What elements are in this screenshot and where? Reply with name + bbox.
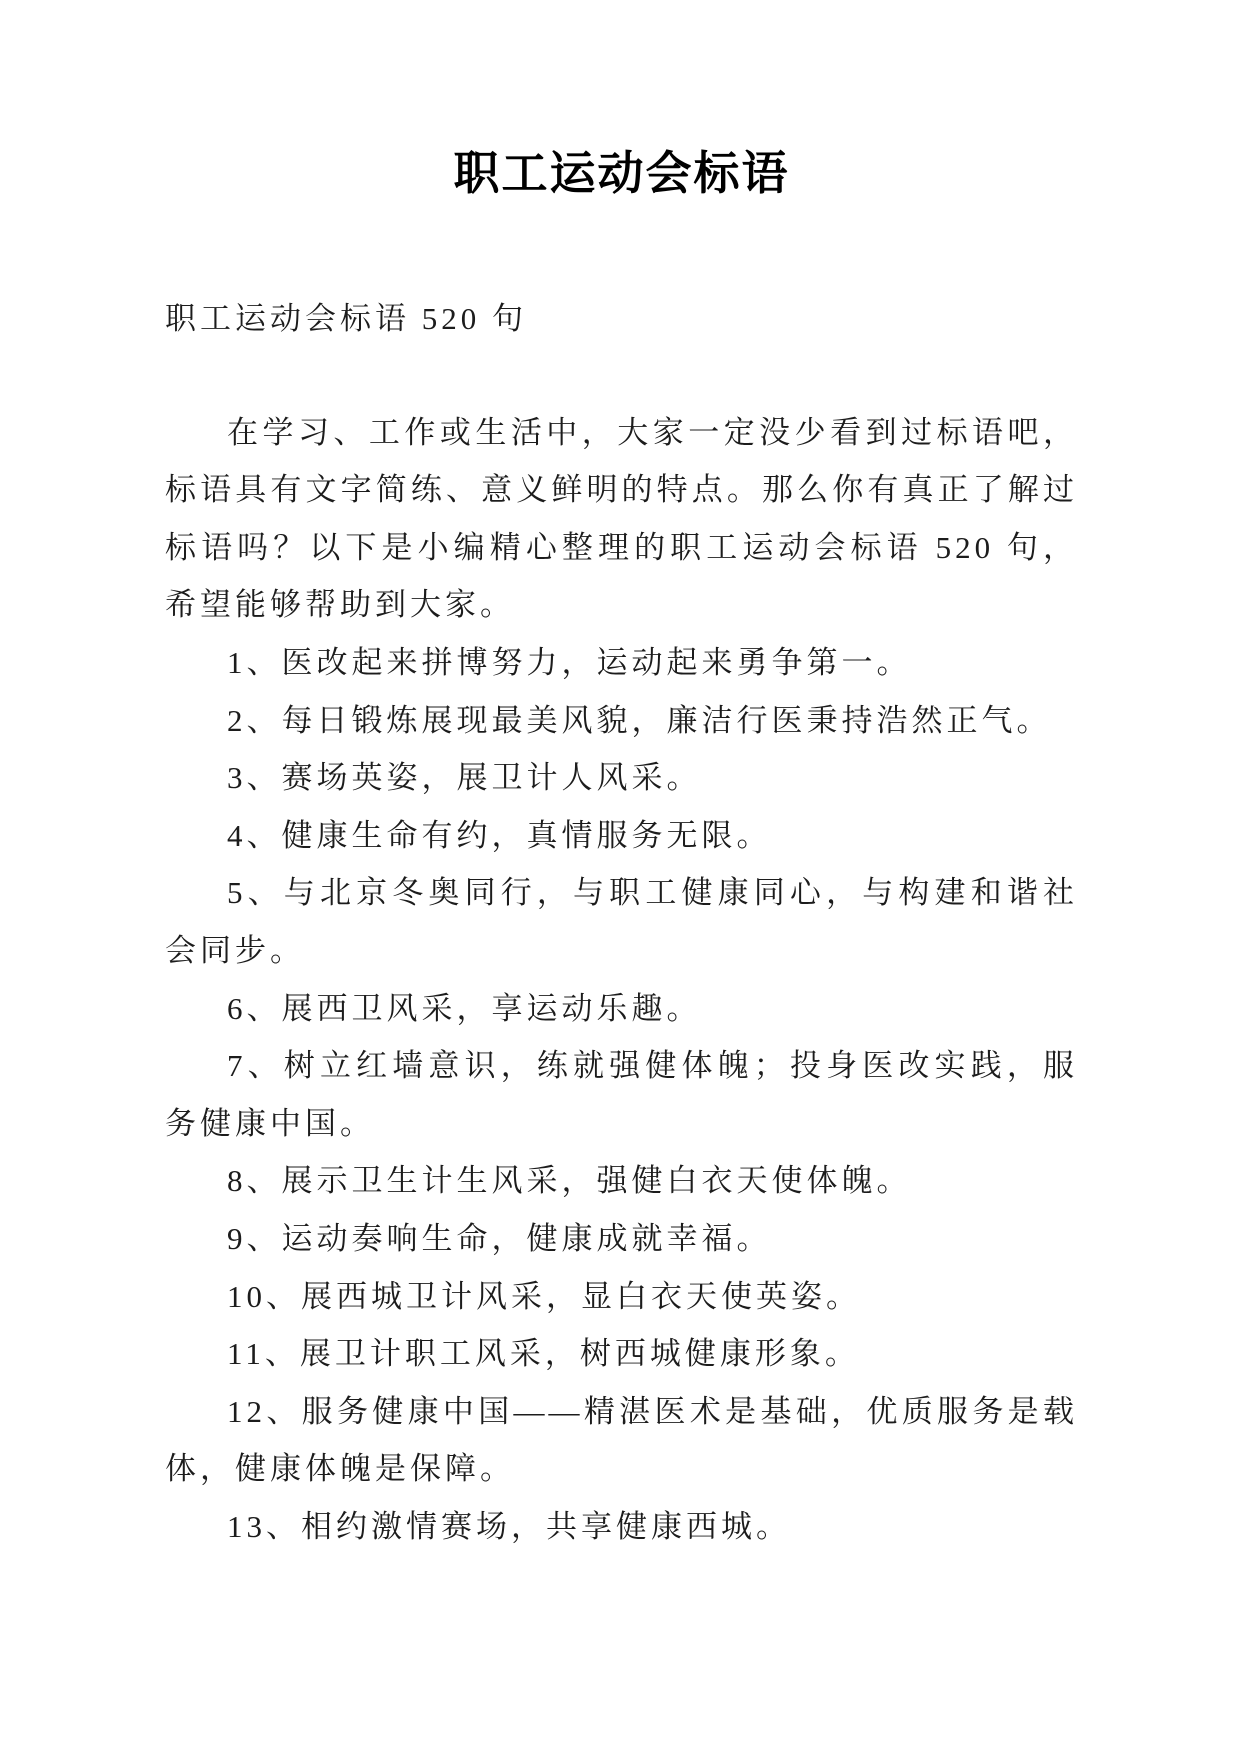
list-item: 10、展西城卫计风采，显白衣天使英姿。 (227, 1278, 861, 1314)
list-item: 8、展示卫生计生风采，强健白衣天使体魄。 (227, 1163, 912, 1199)
intro-paragraph: 在学习、工作或生活中，大家一定没少看到过标语吧，标语具有文字简练、意义鲜明的特点。那么你有真正了解过标语吗？以下是小编精心整理的职工运动会标语 520 句，希望能够帮助到大家。 (165, 414, 1078, 623)
list-item: 2、每日锻炼展现最美风貌，廉洁行医秉持浩然正气。 (227, 702, 1052, 738)
list-item: 5、与北京冬奥同行，与职工健康同心，与构建和谐社会同步。 (165, 875, 1078, 968)
document-title: 职工运动会标语 (453, 148, 790, 199)
list-item: 13、相约激情赛场，共享健康西城。 (227, 1508, 791, 1544)
slogan-list (165, 634, 1078, 1556)
list-item: 6、展西卫风采，享运动乐趣。 (227, 990, 702, 1026)
document-body (165, 404, 1078, 1556)
list-item: 4、健康生命有约，真情服务无限。 (227, 817, 772, 853)
list-item: 1、医改起来拼博努力，运动起来勇争第一。 (227, 644, 912, 680)
list-item: 3、赛场英姿，展卫计人风采。 (227, 760, 702, 796)
list-item: 11、展卫计职工风采，树西城健康形象。 (227, 1336, 860, 1372)
list-item: 9、运动奏响生命，健康成就幸福。 (227, 1220, 772, 1256)
document-subtitle: 职工运动会标语 520 句 (165, 301, 527, 336)
list-item: 12、服务健康中国——精湛医术是基础，优质服务是载体，健康体魄是保障。 (165, 1393, 1078, 1487)
list-item: 7、树立红墙意识，练就强健体魄；投身医改实践，服务健康中国。 (165, 1048, 1078, 1141)
